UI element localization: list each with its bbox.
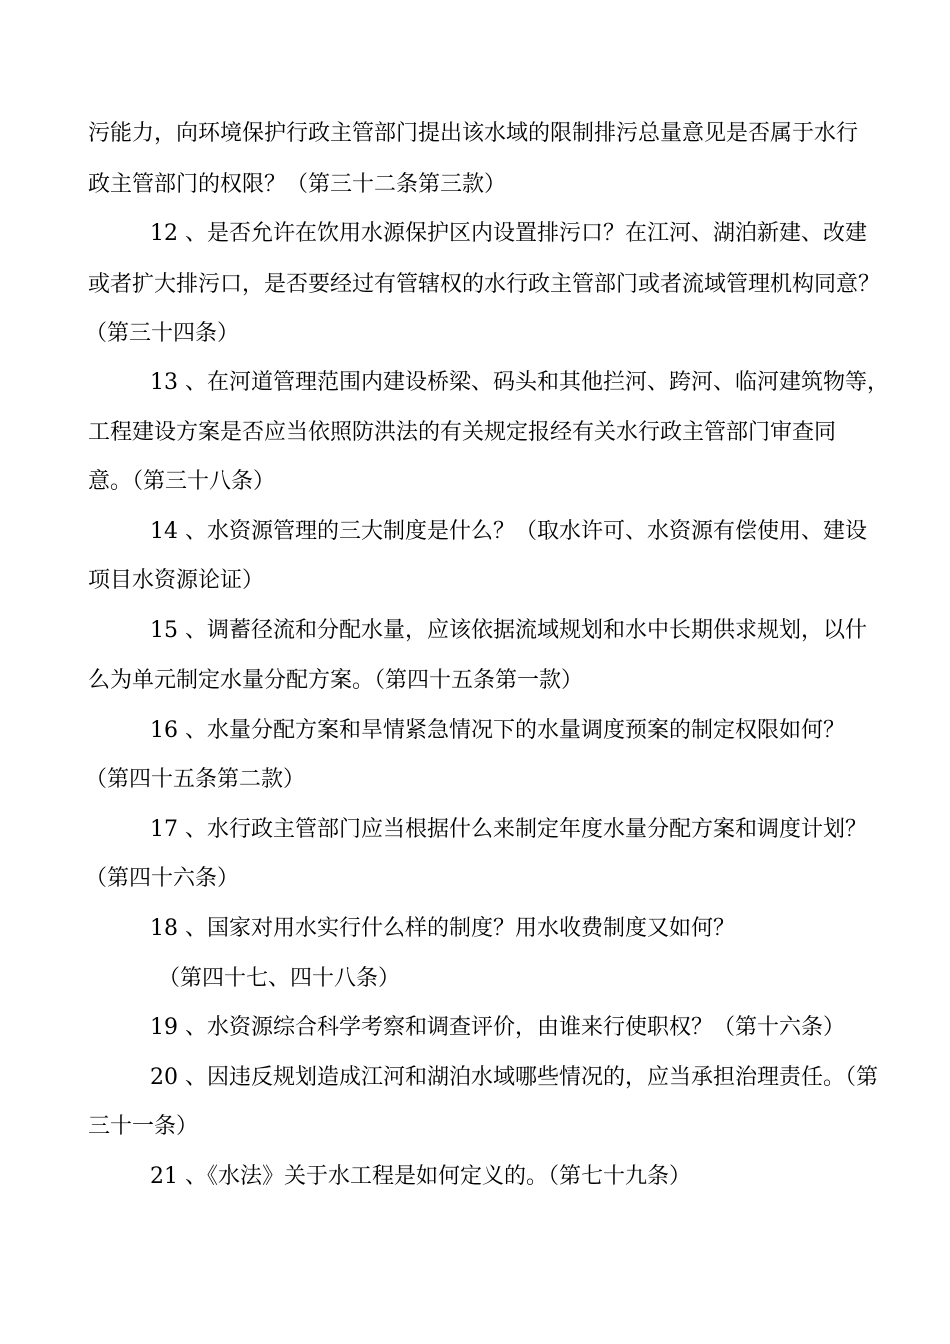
text-line: 么为单元制定水量分配方案。（第四十五条第一款） bbox=[88, 668, 584, 693]
text-line: （第四十六条） bbox=[85, 866, 240, 891]
question-14: 14 、水资源管理的三大制度是什么？（取水许可、水资源有偿使用、建设 bbox=[150, 519, 867, 544]
text-line: 项目水资源论证） bbox=[88, 568, 265, 593]
text-line: （第三十四条） bbox=[85, 321, 240, 346]
text-line: 意。（第三十八条） bbox=[88, 469, 276, 494]
question-17: 17 、水行政主管部门应当根据什么来制定年度水量分配方案和调度计划？ bbox=[150, 817, 867, 842]
text-line: 污能力，向环境保护行政主管部门提出该水域的限制排污总量意见是否属于水行 bbox=[88, 121, 859, 146]
question-19: 19 、水资源综合科学考察和调查评价，由谁来行使职权？（第十六条） bbox=[150, 1015, 845, 1040]
question-13: 13 、在河道管理范围内建设桥梁、码头和其他拦河、跨河、临河建筑物等， bbox=[150, 370, 889, 395]
text-line: 三十一条） bbox=[88, 1114, 199, 1139]
text-line: 或者扩大排污口，是否要经过有管辖权的水行政主管部门或者流域管理机构同意？ bbox=[88, 272, 881, 297]
text-line: 工程建设方案是否应当依照防洪法的有关规定报经有关水行政主管部门审查同 bbox=[88, 420, 837, 445]
question-20: 20 、因违反规划造成江河和湖泊水域哪些情况的，应当承担治理责任。（第 bbox=[150, 1065, 878, 1090]
text-line: （第四十七、四十八条） bbox=[158, 966, 401, 991]
text-line: （第四十五条第二款） bbox=[85, 767, 306, 792]
question-21: 21 、《水法》关于水工程是如何定义的。（第七十九条） bbox=[150, 1164, 691, 1189]
question-18: 18 、国家对用水实行什么样的制度？用水收费制度又如何？ bbox=[150, 916, 735, 941]
question-16: 16 、水量分配方案和旱情紧急情况下的水量调度预案的制定权限如何？ bbox=[150, 718, 845, 743]
question-12: 12 、是否允许在饮用水源保护区内设置排污口？在江河、湖泊新建、改建 bbox=[150, 221, 867, 246]
text-line: 政主管部门的权限？（第三十二条第三款） bbox=[88, 172, 507, 197]
question-15: 15 、调蓄径流和分配水量，应该依据流域规划和水中长期供求规划，以什 bbox=[150, 618, 867, 643]
